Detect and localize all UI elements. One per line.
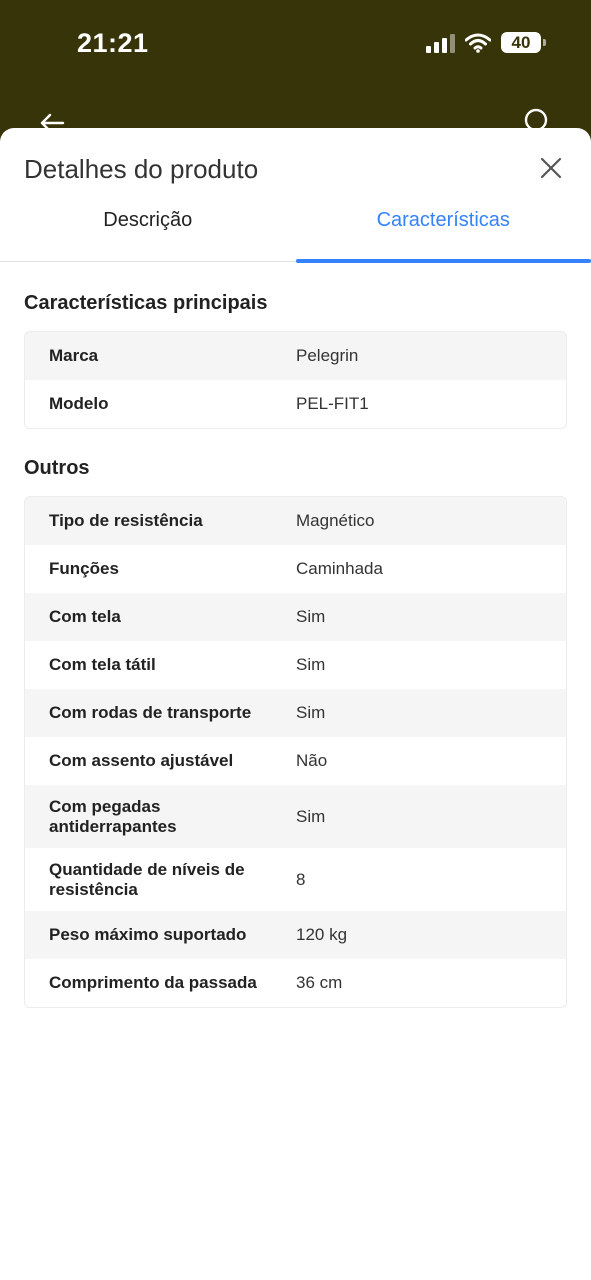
status-icons bbox=[426, 32, 541, 53]
table-row bbox=[25, 545, 566, 593]
table-row bbox=[25, 332, 566, 380]
table-row bbox=[25, 380, 566, 428]
sheet-title: Detalhes do produto bbox=[24, 154, 259, 184]
spec-value: 120 kg bbox=[296, 925, 348, 944]
spec-value: Magnético bbox=[296, 511, 375, 530]
battery-level: 40 bbox=[511, 32, 531, 52]
spec-label: Com tela bbox=[49, 607, 121, 626]
section-title-outros: Outros bbox=[24, 457, 90, 479]
sheet-header bbox=[0, 128, 591, 200]
spec-label: Com assento ajustável bbox=[49, 751, 234, 770]
table-row bbox=[25, 848, 566, 911]
spec-table-outros bbox=[24, 496, 567, 1008]
spec-label: Marca bbox=[49, 346, 99, 365]
table-row bbox=[25, 737, 566, 785]
spec-table-main bbox=[24, 331, 567, 429]
table-row bbox=[25, 911, 566, 959]
spec-label: Funções bbox=[49, 559, 119, 578]
table-row bbox=[25, 959, 566, 1007]
table-row bbox=[25, 689, 566, 737]
spec-label: Com pegadas antiderrapantes bbox=[49, 796, 177, 836]
spec-value: Sim bbox=[296, 806, 326, 826]
spec-value: 36 cm bbox=[296, 973, 343, 992]
tab-descricao[interactable]: Descrição bbox=[103, 209, 193, 231]
product-details-sheet bbox=[0, 128, 591, 1280]
battery-icon bbox=[501, 32, 541, 53]
tab-caracteristicas[interactable]: Características bbox=[296, 200, 591, 261]
spec-value: 8 bbox=[296, 869, 306, 889]
spec-label: Quantidade de níveis de resistência bbox=[49, 859, 245, 899]
spec-label: Modelo bbox=[49, 394, 109, 413]
status-bar bbox=[0, 0, 591, 90]
spec-label: Com rodas de transporte bbox=[49, 703, 252, 722]
tabs bbox=[0, 200, 591, 262]
spec-value: Sim bbox=[296, 655, 326, 674]
signal-icon bbox=[426, 33, 455, 53]
close-icon[interactable] bbox=[539, 156, 563, 180]
spec-value: Não bbox=[296, 751, 328, 770]
spec-value: Pelegrin bbox=[296, 346, 359, 365]
spec-label: Com tela tátil bbox=[49, 655, 156, 674]
table-row bbox=[25, 785, 566, 848]
section-title-main: Características principais bbox=[24, 292, 268, 314]
status-time: 21:21 bbox=[77, 28, 149, 58]
spec-value: Sim bbox=[296, 607, 326, 626]
table-row bbox=[25, 497, 566, 545]
table-row bbox=[25, 593, 566, 641]
wifi-icon bbox=[465, 33, 491, 53]
spec-label: Tipo de resistência bbox=[49, 511, 203, 530]
spec-value: Caminhada bbox=[296, 559, 383, 578]
table-row bbox=[25, 641, 566, 689]
spec-value: PEL-FIT1 bbox=[296, 394, 369, 413]
spec-label: Comprimento da passada bbox=[49, 973, 257, 992]
spec-label: Peso máximo suportado bbox=[49, 925, 247, 944]
spec-value: Sim bbox=[296, 703, 326, 722]
